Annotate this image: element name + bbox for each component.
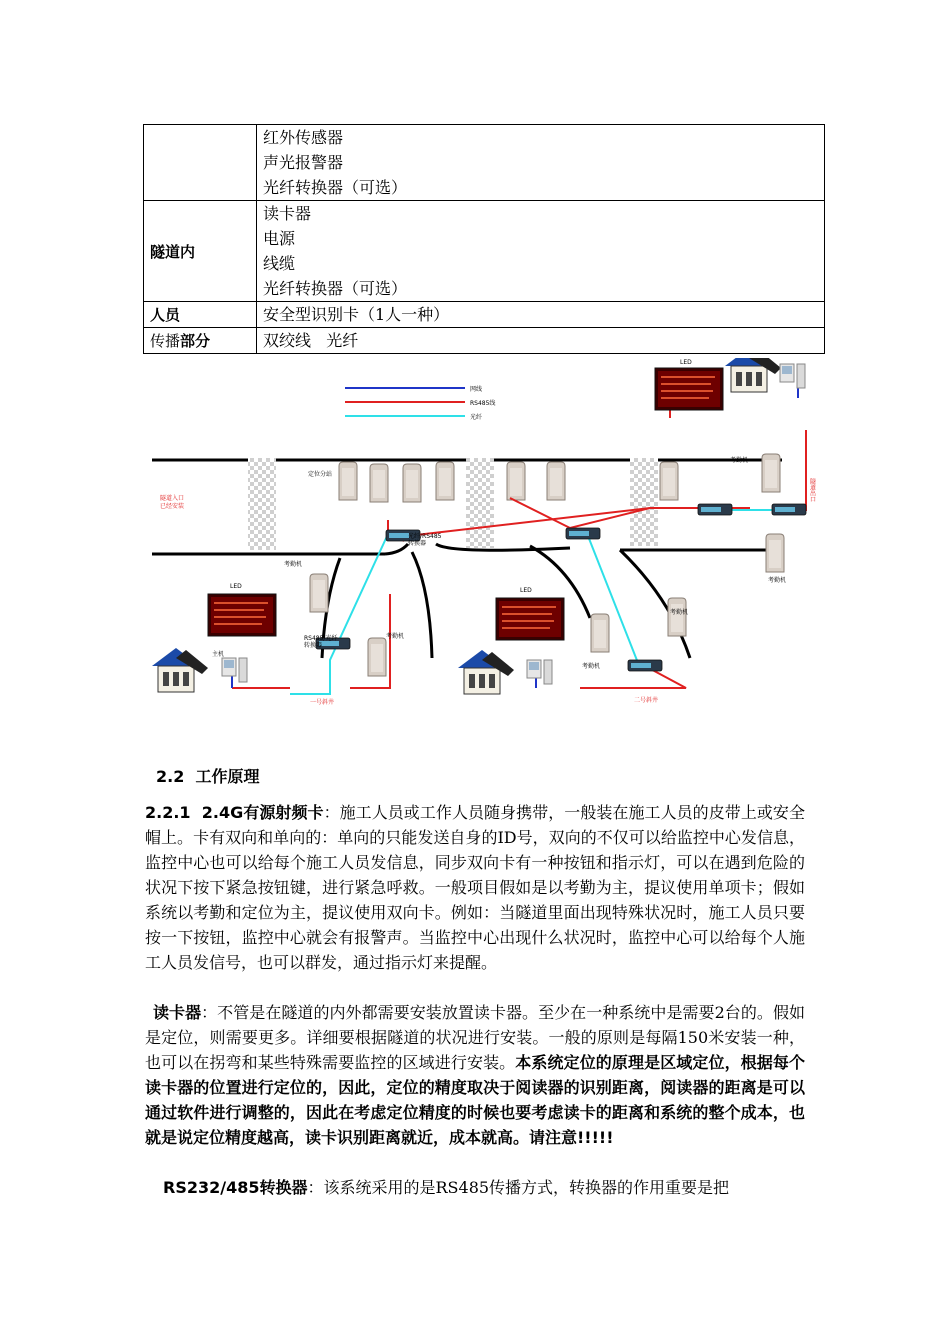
section-title: 2.2 工作原理	[156, 767, 260, 786]
monitoring-center-top	[655, 358, 805, 410]
row-label: 人员	[144, 302, 257, 328]
attendance-label: 考勤机	[386, 633, 405, 640]
list-item: 安全型识别卡（1人一种）	[263, 305, 450, 324]
legend-fiber-label: 光纤	[470, 414, 483, 421]
system-topology-diagram	[150, 358, 824, 710]
legend-rs485-label: RS485线	[470, 400, 496, 407]
list-item: 电源	[263, 229, 296, 248]
card-readers	[310, 454, 787, 676]
list-item: 声光报警器	[263, 153, 344, 172]
row-items	[257, 125, 825, 201]
attendance-label: 考勤机	[670, 609, 689, 616]
paragraph-heading: 2.2.1 2.4G有源射频卡	[145, 803, 324, 822]
led-label: LED	[230, 583, 242, 590]
entry-label-line: 隧道入口	[160, 495, 185, 502]
row-label-bold: 部分	[180, 332, 211, 350]
exit-label: 隧道出口	[808, 478, 816, 502]
converter-label: 光纤/RS485 转换器	[408, 533, 442, 547]
paragraph-text: ：不管是在隧道的内外都需要安装放置读卡器。至少在一种系统中是需要2台的。假如是定位，则需要更多。详细要根据隧道的状况进行安装。一般的原则是每隔150米安装一种，也可以在拐弯和某些特殊需要监控的区域进行安装。	[145, 1003, 805, 1072]
paragraph-card-reader	[145, 1000, 805, 1150]
row-label: 隧道内	[144, 201, 257, 302]
table-row	[144, 201, 825, 302]
list-item: 光纤转换器（可选）	[263, 178, 408, 197]
shaft-label: 二号斜井	[634, 697, 659, 704]
list-item: 光纤转换器（可选）	[263, 279, 408, 298]
table-row	[144, 328, 825, 354]
converter-label: RS485/光纤转换器	[304, 635, 338, 649]
paragraph-heading: RS232/485转换器	[163, 1178, 308, 1197]
monitoring-center-right	[458, 598, 564, 694]
list-item: 双绞线 光纤	[263, 331, 359, 350]
shaft-label: 一号斜井	[310, 699, 335, 706]
paragraph-heading: 读卡器	[153, 1003, 202, 1022]
list-item: 红外传感器	[263, 128, 344, 147]
paragraph-emphasis: 本系统定位的原理是区域定位，根据每个读卡器的位置进行定位的，因此，定位的精度取决于阅读器的识别距离，阅读器的距离是可以通过软件进行调整的，因此在考虑定位精度的时候也要考虑读卡的距离和系统的整个成本，也就是说定位精度越高，读卡识别距离就近，成本就高。请注意!!!!!	[145, 1053, 805, 1147]
row-items	[257, 302, 825, 328]
legend	[345, 385, 495, 421]
paragraph-text: ：施工人员或工作人员随身携带，一般装在施工人员的皮带上或安全帽上。卡有双向和单向的：单向的只能发送自身的ID号，双向的不仅可以给监控中心发信息，监控中心也可以给每个施工人员发信息，同步双向卡有一种按钮和指示灯，可以在遇到危险的状况下按下紧急按钮键，进行紧急呼救。一般项目假如是以考勤为主，提议使用单项卡；假如系统以考勤和定位为主，提议使用双向卡。例如：当隧道里面出现特殊状况时，施工人员只要按一下按钮，监控中心就会有报警声。当监控中心出现什么状况时，监控中心可以给每个人施工人员发信号，也可以群发，通过指示灯来提醒。	[145, 803, 805, 972]
host-label: 主机	[212, 651, 225, 658]
list-item: 线缆	[263, 254, 296, 273]
table-row	[144, 125, 825, 201]
paragraph-rf-card	[145, 800, 805, 975]
monitoring-center-left	[152, 594, 276, 692]
list-item: 读卡器	[263, 204, 312, 223]
paragraph-converter	[145, 1175, 805, 1200]
attendance-label: 考勤机	[730, 457, 749, 464]
paragraph-text: ：该系统采用的是RS485传播方式，转换器的作用重要是把	[307, 1178, 730, 1197]
equipment-table	[143, 124, 825, 354]
led-label: LED	[680, 359, 692, 366]
legend-network-label: 网线	[470, 386, 483, 393]
row-label	[144, 328, 257, 354]
attendance-label: 考勤机	[582, 663, 601, 670]
locator-label: 定位分站	[308, 471, 333, 478]
row-items	[257, 201, 825, 302]
led-label: LED	[520, 587, 532, 594]
row-label-plain: 传播	[150, 332, 181, 350]
attendance-label: 考勤机	[284, 561, 303, 568]
entry-label-line: 已经安装	[160, 503, 185, 510]
row-items	[257, 328, 825, 354]
table-row	[144, 302, 825, 328]
entry-label	[160, 494, 186, 510]
attendance-label: 考勤机	[768, 577, 787, 584]
row-label	[144, 125, 257, 201]
